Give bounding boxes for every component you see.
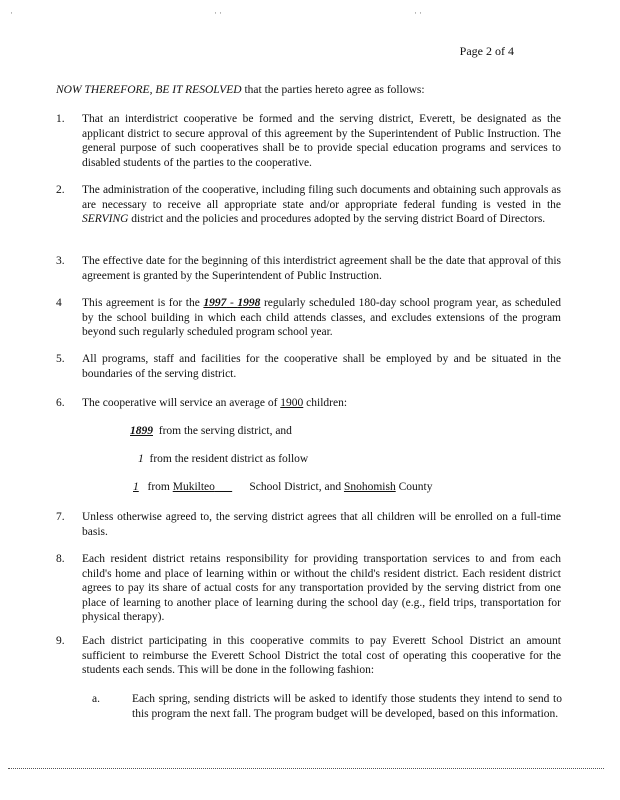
item-text-part: children: [303,397,348,409]
item-number: 2. [56,184,65,196]
item-text: The effective date for the beginning of this interdistrict agreement shall be the date that approval of this agreement is granted by the Superintendent of Public Instruction. [82,255,561,282]
item-text [82,296,561,340]
item-text [82,396,561,411]
list-item [56,254,561,283]
year-end: 1998 [237,297,261,309]
item-text-part: district and the policies and procedures adopted by the serving district Board of Directors. [128,213,546,226]
page-number: Page 2 of 4 [459,44,514,58]
list-item [56,112,561,170]
item-text-part: The administration of the cooperative, including filing such documents and obtaining such approvals as are necessary to receive all appropriate state and/or appropriate federal funding is vested in the [82,184,561,211]
sub-item-text: Each spring, sending districts will be asked to identify those students they intend to send to this program the next fall. The program budget will be developed, based on this information. [132,693,562,720]
item-text-part: regularly scheduled 180-day school program year, as scheduled by the school building in which each child attends classes, and excludes extensions of the program beyond such regularly scheduled program school year. [82,297,561,339]
item-text [82,183,561,227]
list-item [56,396,561,411]
resident-text: from the resident district as follow [143,453,309,465]
district-text: School District, and [232,481,344,493]
item-number: 6. [56,397,65,409]
list-item [56,634,561,678]
item-number: 3. [56,255,65,267]
item-number: 4 [56,297,62,309]
year-separator: - [226,297,238,309]
resolved-rest: that the parties hereto agree as follows: [241,84,425,96]
list-item [56,552,561,625]
district-name: Mukilteo [172,481,215,493]
item-number: 5. [56,353,65,365]
district-text: from [141,481,173,493]
item-number: 7. [56,511,65,523]
item-text-part: This agreement is for the [82,297,204,309]
item-number: 1. [56,113,65,125]
footer-rule [8,768,604,769]
list-item [56,296,561,340]
list-item [56,510,561,539]
item-text: Each district participating in this cooperative commits to pay Everett School District an amount sufficient to reimburse the Everett School District the total cost of operating this cooperative for the students each sends. This will be done in the following fashion: [82,635,561,677]
district-text: County [395,481,433,493]
list-item [56,183,561,227]
resolved-clause [56,84,425,96]
county-name: Snohomish [343,481,396,493]
year-start: 1997 [203,297,227,309]
scan-mark: ·· [214,8,224,18]
item-text: Unless otherwise agreed to, the serving district agrees that all children will be enrolled on a full-time basis. [82,511,561,538]
item-text: Each resident district retains responsibility for providing transportation services to and from each child's home and place of learning within or without the child's resident district. Each resident district agrees to pay its share of actual costs for any transportation provided by the serving district from one place of learning to another place of learning during the school day (e.g., field trips, transportation for physical therapy). [82,553,561,624]
children-district-line [130,481,432,493]
item-text-part: The cooperative will service an average of [82,397,281,409]
children-resident-line [138,453,308,465]
list-item [56,352,561,381]
district-count: 1 [133,481,139,493]
children-serving-line [130,425,292,437]
resolved-lead: NOW THEREFORE, BE IT RESOLVED [56,84,242,96]
scan-mark: ·· [414,8,424,18]
children-count: 1900 [280,397,304,409]
item-text: All programs, staff and facilities for the cooperative shall be employed by and be situated in the boundaries of the serving district. [82,353,561,380]
scan-mark: · [10,8,15,18]
serving-count: 1899 [130,425,153,437]
item-text: That an interdistrict cooperative be formed and the serving district, Everett, be designated as the applicant district to secure approval of this agreement by the Superintendent of Public Instruction. The general purpose of such cooperatives shall be to provide special education programs and services to disabled students of the parties to the cooperative. [82,113,561,169]
sub-list-item [92,692,562,721]
item-number: 8. [56,553,65,565]
item-number: 9. [56,635,65,647]
serving-emphasis: SERVING [82,213,129,226]
sub-item-label: a. [92,693,100,705]
resident-count: 1 [138,453,144,465]
serving-text: from the serving district, and [153,425,292,437]
